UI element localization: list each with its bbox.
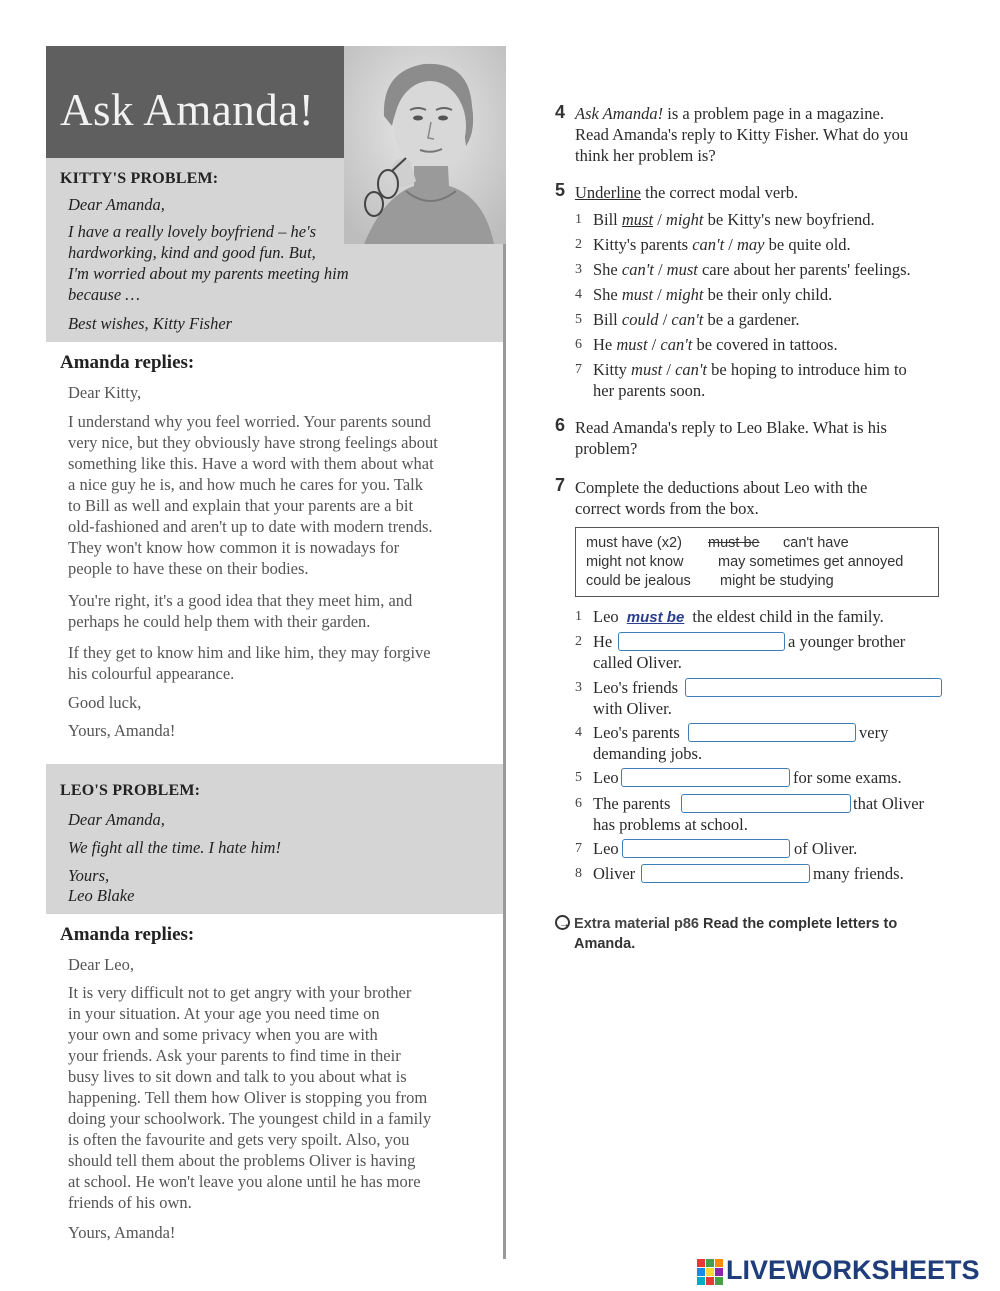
- leo-problem-box: [46, 764, 503, 914]
- q5-item-text: be their only child.: [703, 285, 833, 304]
- answer-input-7[interactable]: [622, 839, 790, 858]
- question-6-line2: problem?: [575, 439, 638, 458]
- reply-line: people to have these on their bodies.: [68, 559, 309, 578]
- q7-item-1: [593, 606, 884, 628]
- q7-item-number: 6: [575, 796, 582, 811]
- kitty-letter-line: hardworking, kind and good fun. But,: [68, 243, 316, 262]
- word-option: can't have: [783, 535, 849, 551]
- q5-option[interactable]: must: [616, 335, 648, 354]
- q7-item-8-pre: Oliver: [593, 864, 636, 883]
- word-option: might not know: [586, 554, 684, 570]
- q5-item-text: be Kitty's new boyfriend.: [703, 210, 875, 229]
- reply-line: busy lives to sit down and talk to you about what is: [68, 1067, 407, 1086]
- q5-item-text: care about her parents' feelings.: [697, 260, 911, 279]
- leo-reply-box: [46, 914, 503, 1259]
- q7-item-number: 4: [575, 725, 582, 740]
- leo-letter-line: We fight all the time. I hate him!: [68, 838, 281, 857]
- q7-item-2-pre: He: [593, 632, 613, 651]
- reply-line: very nice, but they obviously have strong feelings about: [68, 433, 438, 452]
- reply-line: I understand why you feel worried. Your parents sound: [68, 412, 431, 431]
- question-7-line2: correct words from the box.: [575, 499, 759, 518]
- question-4-number: 4: [555, 102, 566, 122]
- kitty-problem-heading: KITTY'S PROBLEM:: [60, 170, 219, 187]
- answer-input-6[interactable]: [681, 794, 851, 813]
- q7-item-8-post: many friends.: [813, 864, 904, 883]
- reply-line: is often the favourite and gets very spoilt. Also, you: [68, 1130, 410, 1149]
- q5-option[interactable]: must: [631, 360, 663, 379]
- magazine-title: Ask Amanda!: [575, 104, 664, 123]
- q5-item-6: [593, 334, 838, 355]
- question-5-instruction: [575, 182, 798, 203]
- q5-item-3: [593, 259, 911, 280]
- q5-item-1: [593, 209, 875, 230]
- q5-option[interactable]: can't: [692, 235, 725, 254]
- reply-line: a nice guy he is, and how much he cares for you. Talk: [68, 475, 424, 494]
- q5-separator: /: [653, 260, 667, 279]
- reply-line: to Bill as well and explain that your parents are a bit: [68, 496, 414, 515]
- q5-item-text: be quite old.: [764, 235, 851, 254]
- q7-item-2-post: a younger brother: [788, 632, 906, 651]
- q7-item-number: 7: [575, 841, 582, 856]
- extra-material-text2: Amanda.: [574, 936, 636, 952]
- question-5-number: 5: [555, 180, 566, 200]
- q5-separator: /: [724, 235, 737, 254]
- q5-item-text: She: [593, 260, 622, 279]
- reply-line: Dear Leo,: [68, 955, 134, 974]
- q5-item-text: Kitty: [593, 360, 632, 379]
- answer-input-5[interactable]: [621, 768, 790, 787]
- kitty-letter-line: because …: [68, 285, 140, 304]
- answer-input-3[interactable]: [685, 678, 942, 697]
- q5-item-text: be a gardener.: [703, 310, 800, 329]
- amanda-portrait: [344, 46, 506, 244]
- q5-item-number: 2: [575, 237, 582, 252]
- q5-item-7: [593, 359, 907, 380]
- leo-problem-heading: LEO'S PROBLEM:: [60, 782, 201, 799]
- question-4-line1: [575, 103, 955, 124]
- q7-item-6-pre: The parents: [593, 794, 671, 813]
- q5-item-text: Bill: [593, 210, 622, 229]
- question-4-line2: Read Amanda's reply to Kitty Fisher. What do you: [575, 125, 909, 144]
- reply-line: It is very difficult not to get angry with your brother: [68, 983, 412, 1002]
- reply-line: You're right, it's a good idea that they meet him, and: [68, 591, 413, 610]
- q5-item-text: be covered in tattoos.: [692, 335, 838, 354]
- q5-option[interactable]: might: [665, 210, 704, 229]
- reply-line: If they get to know him and like him, they may forgive: [68, 643, 431, 662]
- q7-item-3-line2: with Oliver.: [593, 699, 672, 718]
- reply-line: doing your schoolwork. The youngest child in a family: [68, 1109, 432, 1128]
- reply-line: your own and some privacy when you are with: [68, 1025, 378, 1044]
- reply-line: perhaps he could help them with their garden.: [68, 612, 371, 631]
- q5-separator: /: [647, 335, 661, 354]
- question-5-text: the correct modal verb.: [640, 183, 799, 202]
- q5-item-number: 4: [575, 287, 582, 302]
- q5-option[interactable]: must: [666, 260, 698, 279]
- word-option-used: must be: [708, 535, 760, 551]
- word-option: must have (x2): [586, 535, 682, 551]
- q5-option[interactable]: must: [621, 285, 654, 304]
- q5-item-number: 1: [575, 212, 582, 227]
- extra-material-text: Read the complete letters to: [703, 916, 898, 932]
- kitty-reply-heading: Amanda replies:: [60, 352, 195, 373]
- leo-letter-line: Leo Blake: [68, 886, 135, 905]
- question-4-line3: think her problem is?: [575, 146, 716, 165]
- answer-input-2[interactable]: [618, 632, 785, 651]
- reply-line: your friends. Ask your parents to find time in their: [68, 1046, 401, 1065]
- liveworksheets-logo-text: LIVEWORKSHEETS: [726, 1255, 980, 1285]
- q5-item-5: [593, 309, 800, 330]
- reply-line: Dear Kitty,: [68, 383, 142, 402]
- q7-item-text: Leo: [593, 607, 623, 626]
- question-6-number: 6: [555, 415, 566, 435]
- kitty-letter-signature: Best wishes, Kitty Fisher: [68, 314, 233, 333]
- leo-reply-heading: Amanda replies:: [60, 924, 195, 945]
- q7-item-2-line2: called Oliver.: [593, 653, 682, 672]
- liveworksheets-logo: [697, 1255, 997, 1289]
- q5-item-number: 6: [575, 337, 582, 352]
- page-title: Ask Amanda!: [60, 85, 315, 135]
- q5-separator: /: [658, 310, 672, 329]
- word-option: might be studying: [720, 573, 834, 589]
- q5-option[interactable]: may: [737, 235, 765, 254]
- q5-option[interactable]: can't: [660, 335, 693, 354]
- q5-separator: /: [662, 360, 676, 379]
- q5-item-7-line2: her parents soon.: [593, 381, 706, 400]
- extra-material-label: Extra material p86: [574, 916, 699, 932]
- q7-item-6-line2: has problems at school.: [593, 815, 748, 834]
- q5-option[interactable]: can't: [675, 360, 707, 379]
- q5-item-text: Kitty's parents: [593, 235, 693, 254]
- kitty-reply-box: [46, 342, 503, 764]
- q5-item-text: be hoping to introduce him to: [707, 360, 907, 379]
- q7-item-7-pre: Leo: [593, 839, 619, 858]
- example-answer: must be: [626, 609, 685, 626]
- kitty-letter-line: I'm worried about my parents meeting him: [68, 264, 349, 283]
- word-option: may sometimes get annoyed: [718, 554, 904, 570]
- underline-word: Underline: [575, 183, 641, 202]
- extra-material-note: [555, 914, 955, 954]
- q5-item-text: He: [593, 335, 617, 354]
- q5-separator: /: [653, 285, 666, 304]
- reply-line: at school. He won't leave you alone until he has more: [68, 1172, 421, 1191]
- q7-item-number: 3: [575, 680, 582, 695]
- reply-line: old-fashioned and aren't up to date with modern trends.: [68, 517, 433, 536]
- q7-item-4-line2: demanding jobs.: [593, 744, 703, 763]
- leo-letter-line: Dear Amanda,: [68, 810, 165, 829]
- reply-line: Yours, Amanda!: [68, 1223, 176, 1242]
- reply-line: in your situation. At your age you need time on: [68, 1004, 380, 1023]
- q7-item-4-pre: Leo's parents: [593, 723, 680, 742]
- q7-item-number: 1: [575, 609, 582, 624]
- q5-item-number: 3: [575, 262, 582, 277]
- reply-line: They won't know how common it is nowadays for: [68, 538, 400, 557]
- question-7-number: 7: [555, 475, 566, 495]
- q7-item-4-post: very: [859, 723, 889, 742]
- liveworksheets-logo-icon: [697, 1259, 723, 1285]
- word-box: [575, 527, 939, 597]
- portrait-illustration: [344, 46, 506, 244]
- kitty-letter-line: Dear Amanda,: [68, 195, 165, 214]
- kitty-letter-line: I have a really lovely boyfriend – he's: [68, 222, 317, 241]
- reply-line: should tell them about the problems Oliver is having: [68, 1151, 416, 1170]
- q5-item-text: She: [593, 285, 622, 304]
- q7-item-3-pre: Leo's friends: [593, 678, 678, 697]
- q7-item-6-post: that Oliver: [853, 794, 925, 813]
- reply-line: Good luck,: [68, 693, 142, 712]
- q5-option-selected[interactable]: must: [621, 210, 654, 229]
- q5-option[interactable]: can't: [621, 260, 654, 279]
- reply-line: happening. Tell them how Oliver is stopping you from: [68, 1088, 428, 1107]
- q5-item-2: [593, 234, 851, 255]
- reply-line: his colourful appearance.: [68, 664, 235, 683]
- arrow-circle-icon: →: [555, 915, 570, 930]
- q5-option[interactable]: could: [621, 310, 659, 329]
- word-option: could be jealous: [586, 573, 691, 589]
- answer-input-4[interactable]: [688, 723, 856, 742]
- reply-line: Yours, Amanda!: [68, 721, 176, 740]
- q5-option[interactable]: can't: [671, 310, 704, 329]
- q7-item-7-post: of Oliver.: [794, 839, 858, 858]
- q5-separator: /: [653, 210, 666, 229]
- q5-item-number: 5: [575, 312, 582, 327]
- q7-item-number: 5: [575, 770, 582, 785]
- q5-item-text: Bill: [593, 310, 622, 329]
- leo-letter-line: Yours,: [68, 866, 110, 885]
- answer-input-8[interactable]: [641, 864, 810, 883]
- q7-item-number: 2: [575, 634, 582, 649]
- question-7-line1: Complete the deductions about Leo with the: [575, 478, 868, 497]
- q7-item-text: the eldest child in the family.: [688, 607, 884, 626]
- q7-item-5-post: for some exams.: [793, 768, 902, 787]
- reply-line: something like this. Have a word with them about what: [68, 454, 434, 473]
- q5-option[interactable]: might: [665, 285, 704, 304]
- question-6-line1: Read Amanda's reply to Leo Blake. What is his: [575, 418, 887, 437]
- q7-item-number: 8: [575, 866, 582, 881]
- q7-item-5-pre: Leo: [593, 768, 619, 787]
- question-4-text: is a problem page in a magazine.: [663, 104, 884, 123]
- q5-item-4: [593, 284, 832, 305]
- q5-item-number: 7: [575, 362, 582, 377]
- reply-line: friends of his own.: [68, 1193, 192, 1212]
